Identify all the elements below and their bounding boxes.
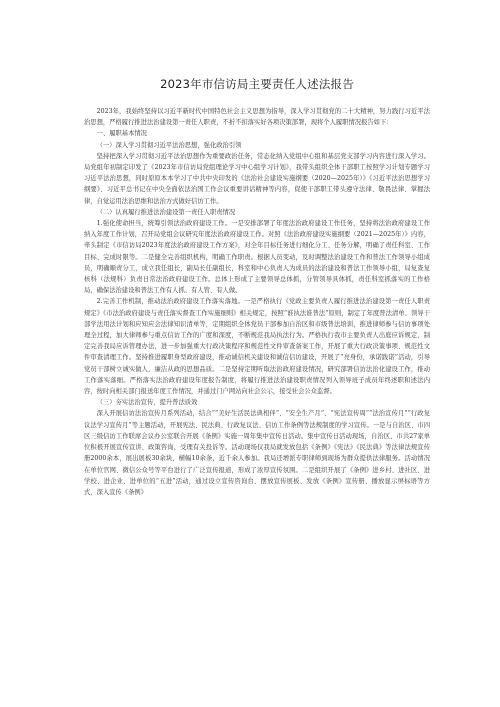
section1-heading: 一、履职基本情况 — [96, 130, 147, 138]
sub2-paragraph-2: 2.完善工作机制，推动法治政府建设工作落实落地。一是严格执行《党政主要负责人履行推进法治建设第一责任人职责规定》《市法治政府建设与责任落实督查工作实施细则》相关规定，按照“谁执法谁普法”原则，制定了年度普法清单、领导干部学法用法计划和应知应会法律知识清单等，定期组织全体党员干部参加自治区和市级普法培训，推进律师参与信访事项处理全过程，加大律师参与重点信访工作的广度和深度，不断规范我局执法行为。严格执行我市主要负责人出庭应诉规定，制定完善我局应诉管理办法，进一步加强重大行政决策程序和规范性文件审查备案工作，开展了重大行政决策事项、规范性文件审查清理工作。坚持推进履职身型政府建设，推动诚信机关建设和诚信信访建设，开展了“亮身份，承诺践诺”活动，引导党员干部树立诚实做人，廉洁从政的思想品质。二是坚持定期听取法治政府建设情况，研究部署信访法治化建设工作，推动工作落实落细。严格落实法治政府建设年度报告制度，将履行推进法治建设职责情况列入领导班子成员年终述职和述法内容，按时向相关部门报送年度工作情况，并通过门户网站向社会公示，接受社会公众监督。 — [84, 298, 430, 396]
sub1-heading: （一）深入学习贯彻习近平法治思想，强化政治引领 — [96, 141, 242, 149]
sub2-heading: （二）认真履行推进法治建设第一责任人职责情况 — [96, 208, 236, 216]
intro-paragraph: 2023年，我始终坚持以习近平新时代中国特色社会主义思想为指导，深入学习贯彻党的二十大精神，努力践行习近平法治思想，严格履行推进法治建设第一责任人职责，不折不扣落实好各项决策部署，现将个人履职情况报告如下： — [84, 108, 430, 127]
sub2-paragraph-1: 1.强化使命担当，统筹引领法治政府建设工作。一是安排部署了年度法治政府建设工作任务，坚持将法治政府建设工作纳入年度工作计划，召开局党组会议研究年度法治政府建设工作。对照《法治政府建设实施纲要（2021—2025年）》内容，牵头制定《市信访局2023年度法治政府建设工作方案》，对全年目标任务进行细化分工、任务分解，明确了责任科室、工作目标、完成时限等。二是健全完善组织机构，明确工作职责。根据人员变动，及时调整法治建设工作和普法工作领导小组成员，明确顺责分工，成立我任组长，副局长任副组长，科室和中心负责人为成员的法治建设和普法工作领导小组，局复查复核科（法规科）负责日常法治政府建设工作。总体上形成了主要领导总体抓，分管领导具体抓，责任科室抓落实的工作格局，确保法治建设和普法工作有人抓、有人管、有人做。 — [84, 220, 430, 295]
sub3-paragraph: 深入开展信访法治宣传月系列活动，结合“”美好生活民法典相伴”、“安全生产月”、“宪法宣传周”“法治宣传月”“行政复议法学习宣传月”等主题活动，开展宪法、民法典、行政复议法、信访工作条例等法规制度的学习宣传。一是与自治区、市四区三级信访工作联席会议办公室联合开展《条例》实施一周年集中宣传日活动。集中宣传日活动现场，自治区、市共27家单位积极开展宣传宣讲、政策咨询，受理有关投诉等。活动现场仅我局就发放包括《条例》《宪法》《民法典》等法律法规宣传册2000余本，展出展板30余块，横幅10余条，近千余人参加。我局还增派专职律师到现场为群众提供法律服务。活动情况在单位官网、微信公众号等平台进行了广泛宣传报道，形成了浓厚宣传氛围。二是组织开展了《条例》进乡村、进社区、进学校、进企业、进单位的“五进”活动，通过设立宣传咨询台、摆放宣传展板、发放《条例》宣传册、播放显示屏标语等方式，深入宣传《条例》 — [84, 410, 430, 496]
sub3-heading: （三）夯实法治宣传，提升普法质效 — [96, 399, 198, 407]
document-title: 2023年市信访局主要责任人述法报告 — [160, 77, 354, 91]
document-body — [84, 106, 430, 498]
sub1-paragraph: 坚持把深入学习贯彻习近平法治思想作为重要政治任务，常态化纳入党组中心组和基层党支部学习内容进行深入学习。局党组年初制定印发了《2023年市信访局党组理论学习中心组学习计划》，我带头组织全体干部职工按照学习计划专题学习习近平法治思想，同时原原本本学习了中共中央印发的《法治社会建设实施纲要（2020—2025年）》《习近平法治思想学习纲要》、习近平总书记在中央全面依法治国工作会议重要讲话精神等内容，促使干部职工带头遵守法律、敬畏法律、掌握法律，自觉运用法治思维和法治方式做好信访工作。 — [84, 152, 430, 205]
